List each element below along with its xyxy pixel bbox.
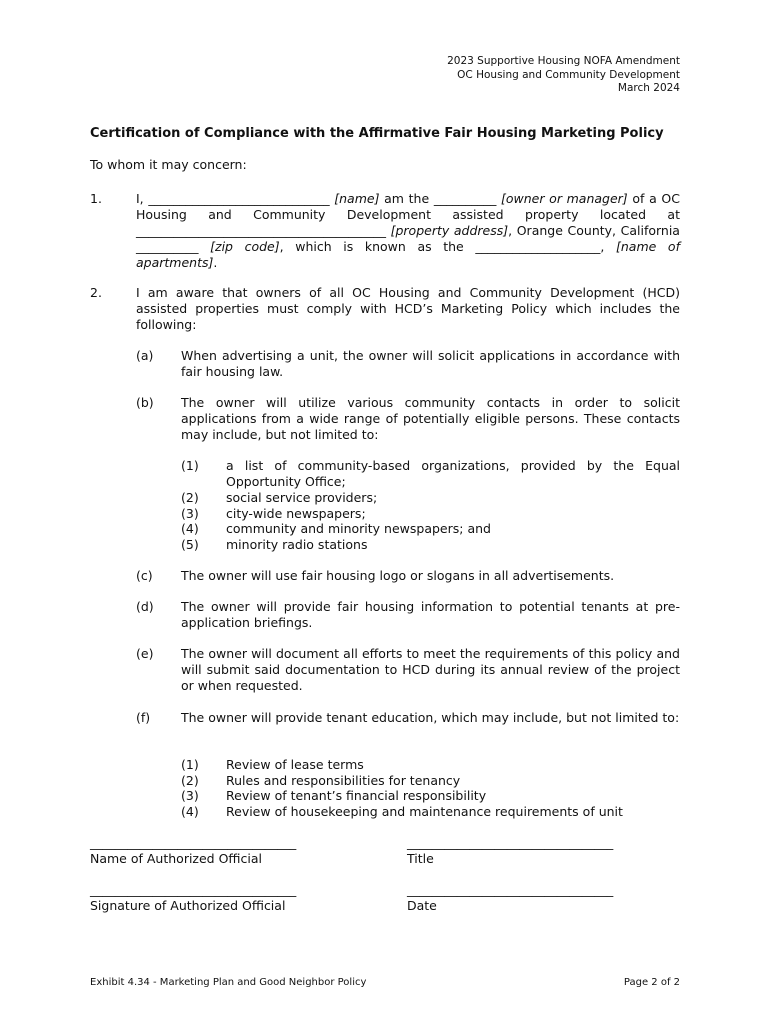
item-1-text: I, _____________________________ [name] am the __________ [owner or manager] of a OC Housing and Community Development assisted property located at ________________________________________ [property address], Orange County, California __________ [zip code], which is known as the ____________________, [name of apartments]. [136,191,680,270]
item-c-label: (c) [136,568,153,583]
b-list-number: (4) [181,521,199,536]
zip-blank[interactable]: __________ [136,239,199,254]
address-tag: [property address] [390,223,509,238]
address-blank[interactable]: ________________________________________ [136,223,386,238]
f-list-number: (2) [181,773,199,788]
title-label: Title [407,851,434,866]
b-list-number: (1) [181,458,199,473]
date-label: Date [407,898,437,913]
item-e-label: (e) [136,646,154,661]
item-d-label: (d) [136,599,154,614]
f-list-item: Review of housekeeping and maintenance requirements of unit [226,804,623,819]
name-blank[interactable]: _____________________________ [148,191,330,206]
f-list-number: (1) [181,757,199,772]
b-list-number: (2) [181,490,199,505]
name-tag: [name] [334,191,380,206]
b-list-item: community and minority newspapers; and [226,521,491,536]
f-list-number: (4) [181,804,199,819]
apartments-blank[interactable]: ____________________ [475,239,601,254]
salutation: To whom it may concern: [90,157,247,172]
document-header [447,55,680,96]
footer-page-number: Page 2 of 2 [623,977,680,988]
item-c-text: The owner will use fair housing logo or slogans in all advertisements. [181,568,615,583]
role-blank[interactable]: __________ [433,191,497,206]
header-line-1: 2023 Supportive Housing NOFA Amendment [447,55,680,67]
b-list-item: city-wide newspapers; [226,506,366,521]
item-a-label: (a) [136,348,154,363]
signature-label: Signature of Authorized Official [90,898,286,913]
name-signature-line[interactable]: _________________________________ [90,835,297,850]
item-b-label: (b) [136,395,154,410]
apartments-tag: [name of apartments] [136,239,680,270]
signature-line[interactable]: _________________________________ [90,882,297,897]
f-list-item: Review of tenant’s financial responsibility [226,788,487,803]
b-list-item: social service providers; [226,490,378,505]
role-tag: [owner or manager] [501,191,628,206]
item-2-number: 2. [90,285,102,300]
document-title: Certification of Compliance with the Affirmative Fair Housing Marketing Policy [90,126,664,141]
item-e-text: The owner will document all efforts to meet the requirements of this policy and will submit said documentation to HCD during its annual review of the project or when requested. [181,646,680,693]
f-list-item: Rules and responsibilities for tenancy [226,773,461,788]
item-f-label: (f) [136,710,151,725]
b-list-item: a list of community-based organizations, provided by the Equal Opportunity Office; [226,458,680,489]
item-1-county: , Orange County, California [508,223,680,238]
item-d-text: The owner will provide fair housing information to potential tenants at pre-application briefings. [181,599,680,630]
zip-tag: [zip code] [210,239,280,254]
footer-exhibit: Exhibit 4.34 - Marketing Plan and Good Neighbor Policy [90,977,367,988]
item-1-number: 1. [90,191,102,206]
item-2-text: I am aware that owners of all OC Housing and Community Development (HCD) assisted properties must comply with HCD’s Marketing Policy which includes the following: [136,285,680,332]
header-line-2: OC Housing and Community Development [457,68,680,81]
item-1-assisted: of a OC Housing and Community Development assisted property located at [136,191,680,222]
item-1-am-the: am the [384,191,430,206]
title-signature-line[interactable]: _________________________________ [407,835,614,850]
item-b-text: The owner will utilize various community contacts in order to solicit applications from a wide range of potentially eligible persons. These contacts may include, but not limited to: [181,395,680,442]
b-list-item: minority radio stations [226,537,368,552]
f-list-number: (3) [181,788,199,803]
date-signature-line[interactable]: _________________________________ [407,882,614,897]
b-list-number: (3) [181,506,199,521]
f-list-item: Review of lease terms [226,757,364,772]
header-line-3: March 2024 [617,82,680,94]
item-1-known: , which is known as the [279,239,464,254]
item-a-text: When advertising a unit, the owner will solicit applications in accordance with fair housing law. [181,348,680,379]
item-f-text: The owner will provide tenant education, which may include, but not limited to: [181,710,680,725]
b-list-number: (5) [181,537,199,552]
name-label: Name of Authorized Official [90,851,262,866]
